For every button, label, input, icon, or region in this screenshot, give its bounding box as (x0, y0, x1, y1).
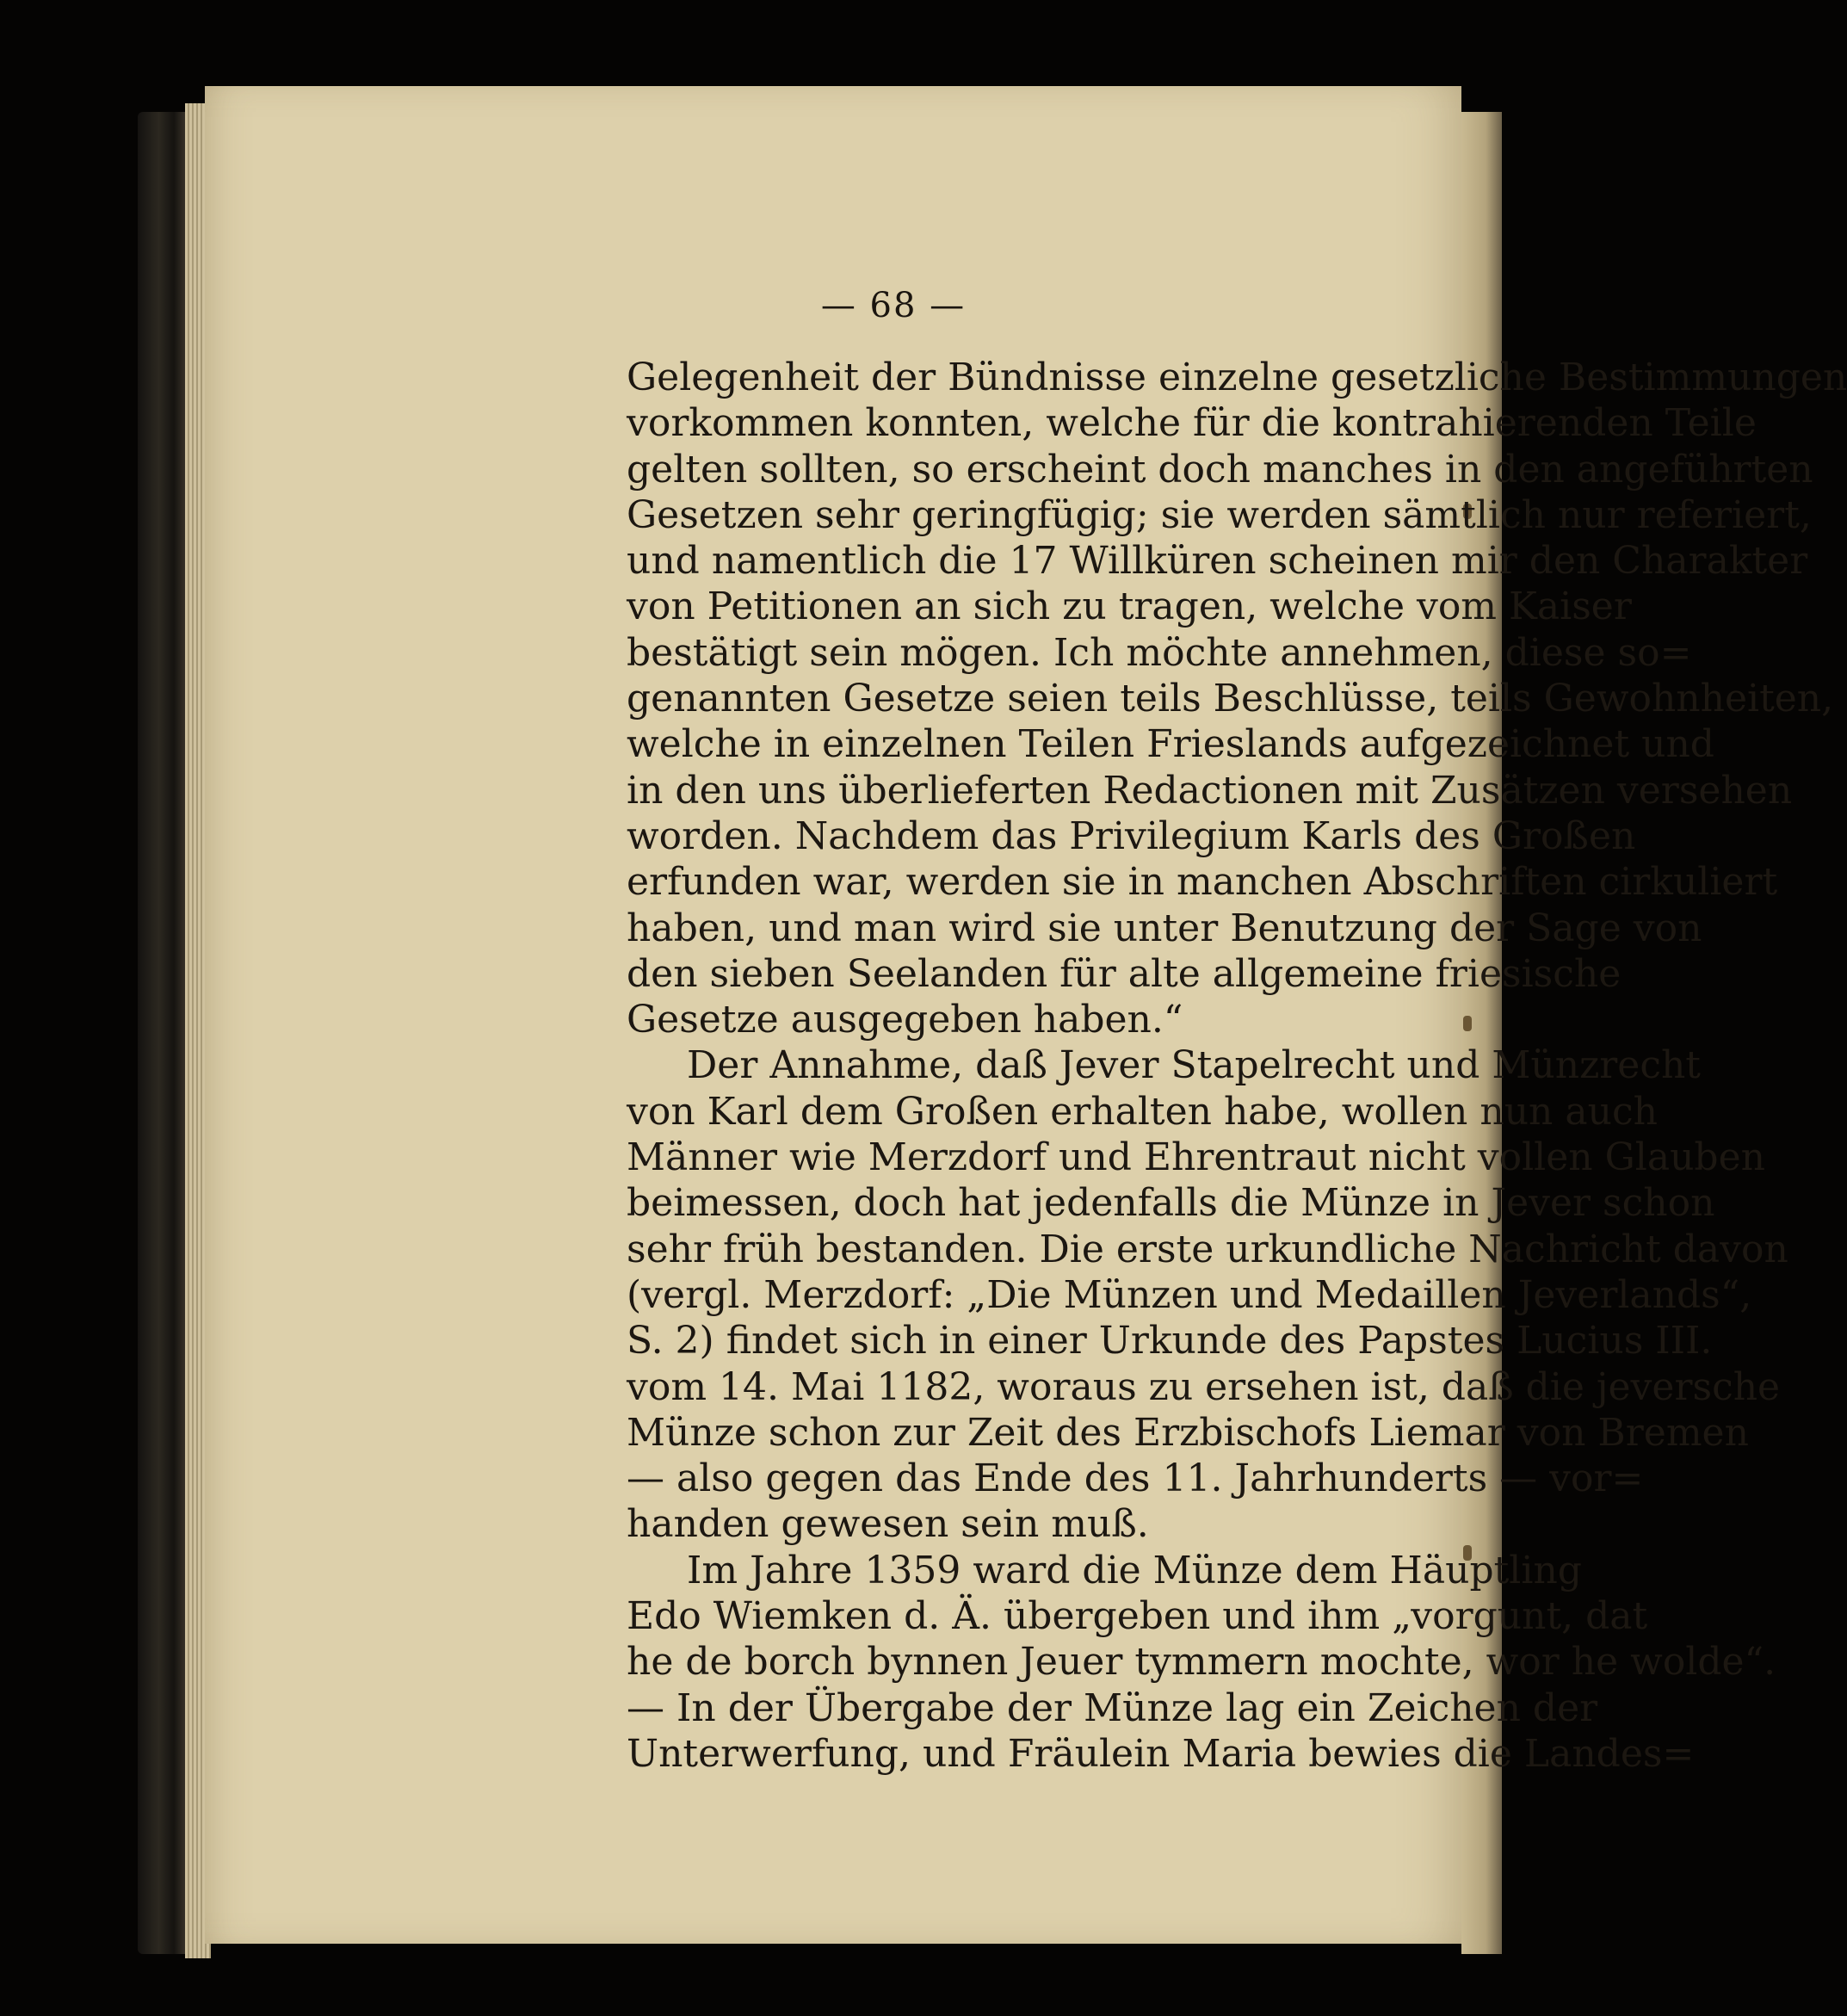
text-line: Im Jahre 1359 ward die Münze dem Häuptling (687, 1548, 1582, 1592)
text-line: in den uns überlieferten Redactionen mit Zusätzen versehen (627, 768, 1793, 813)
text-line: und namentlich die 17 Willküren scheinen mir den Charakter (627, 539, 1808, 584)
text-line: — also gegen das Ende des 11. Jahrhunderts — vor= (627, 1456, 1644, 1501)
text-line: beimessen, doch hat jedenfalls die Münze in Jever schon (627, 1181, 1715, 1226)
text-line: den sieben Seelanden für alte allgemeine friesische (627, 951, 1622, 996)
text-line: — In der Übergabe der Münze lag ein Zeichen der (627, 1685, 1598, 1730)
text-line: vorkommen konnten, welche für die kontrahierenden Teile (627, 401, 1757, 446)
book-page (205, 86, 1847, 1944)
text-line: sehr früh bestanden. Die erste urkundliche Nachricht davon (627, 1227, 1788, 1271)
text-line: bestätigt sein mögen. Ich möchte annehmen, diese so= (627, 630, 1692, 675)
body-text (627, 355, 1847, 1777)
text-line: von Petitionen an sich zu tragen, welche vom Kaiser (627, 584, 1632, 629)
text-line: Edo Wiemken d. Ä. übergeben und ihm „vorgunt, dat (627, 1594, 1648, 1639)
text-line: (vergl. Merzdorf: „Die Münzen und Medaillen Jeverlands“, (627, 1272, 1752, 1317)
text-line: Männer wie Merzdorf und Ehrentraut nicht vollen Glauben (627, 1135, 1765, 1180)
text-line: Gesetzen sehr geringfügig; sie werden sämtlich nur referiert, (627, 492, 1812, 537)
text-line: von Karl dem Großen erhalten habe, wollen nun auch (627, 1089, 1658, 1134)
text-line: Münze schon zur Zeit des Erzbischofs Liemar von Bremen (627, 1410, 1749, 1455)
text-line: gelten sollten, so erscheint doch manches in den angeführten (627, 447, 1813, 492)
text-line: erfunden war, werden sie in manchen Abschriften cirkuliert (627, 860, 1778, 905)
text-line: Gelegenheit der Bündnisse einzelne gesetzliche Bestimmungen (627, 356, 1847, 399)
text-line: Der Annahme, daß Jever Stapelrecht und Münzrecht (687, 1043, 1701, 1088)
text-line: vom 14. Mai 1182, woraus zu ersehen ist, daß die jeversche (627, 1364, 1781, 1409)
page-number: — 68 — (820, 286, 967, 325)
text-line: Unterwerfung, und Fräulein Maria bewies die Landes= (627, 1731, 1695, 1776)
text-line: haben, und man wird sie unter Benutzung der Sage von (627, 906, 1702, 950)
text-line: welche in einzelnen Teilen Frieslands aufgezeichnet und (627, 722, 1714, 767)
text-line: handen gewesen sein muß. (627, 1502, 1149, 1547)
text-line: genannten Gesetze seien teils Beschlüsse, teils Gewohnheiten, (627, 677, 1834, 721)
text-line: worden. Nachdem das Privilegium Karls des Großen (627, 813, 1636, 858)
text-line: he de borch bynnen Jeuer tymmern mochte, wor he wolde“. (627, 1640, 1776, 1685)
text-line: S. 2) findet sich in einer Urkunde des Papstes Lucius III. (627, 1319, 1713, 1364)
text-line: Gesetze ausgegeben haben.“ (627, 998, 1183, 1042)
